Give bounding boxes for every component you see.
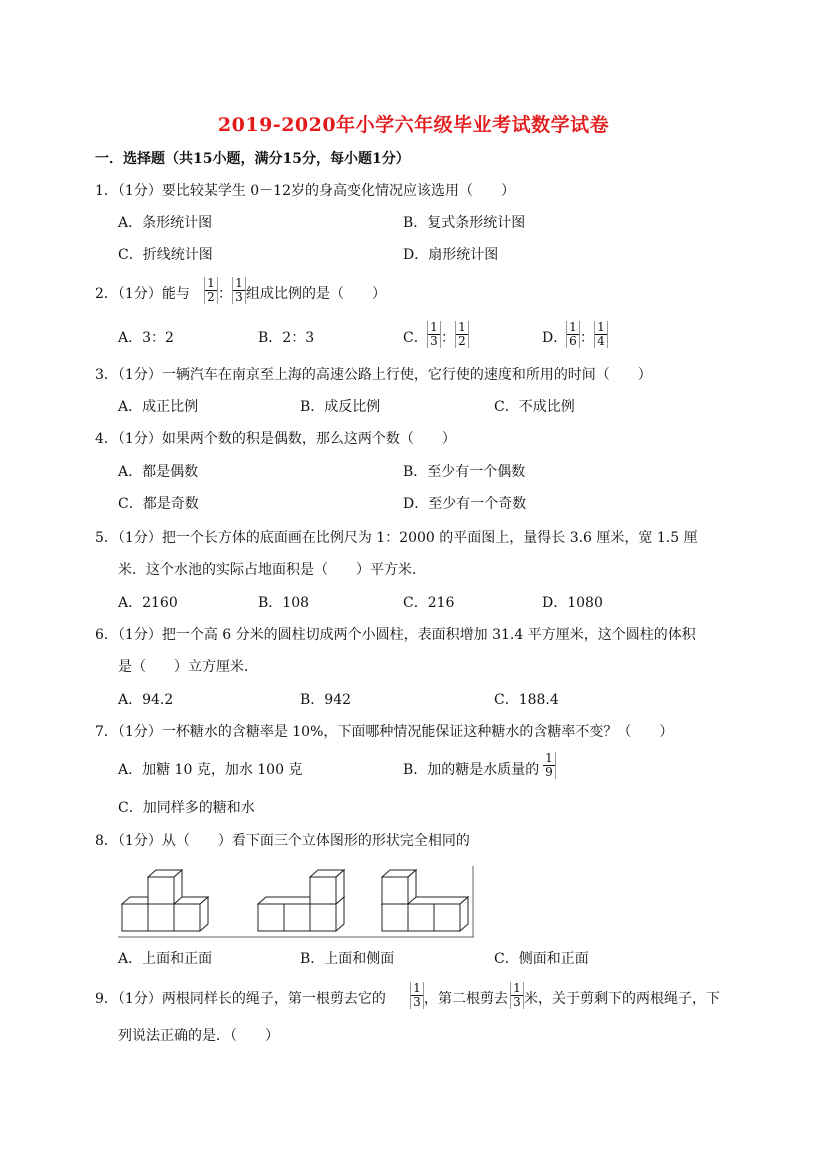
q5-option-a[interactable]: A．2160 xyxy=(118,595,178,611)
question-4: 4．（1分）如果两个数的积是偶数，那么这两个数（ ） xyxy=(95,431,456,447)
question-9-prefix: 9．（1分）两根同样长的绳子，第一根剪去它的 xyxy=(95,991,386,1007)
fraction: $\frac{1}{6}$ xyxy=(566,321,580,348)
q2-option-c[interactable]: C． xyxy=(403,330,428,346)
q1-option-b[interactable]: B．复式条形统计图 xyxy=(403,215,526,231)
ratio-colon: ： xyxy=(218,286,232,302)
question-2-prefix: 2．（1分）能与 xyxy=(95,286,190,302)
q7-option-a[interactable]: A．加糖 10 克，加水 100 克 xyxy=(118,762,303,778)
q6-option-a[interactable]: A．94.2 xyxy=(118,692,174,708)
fraction: $\frac{1}{3}$ xyxy=(427,321,441,348)
q6-option-c[interactable]: C．188.4 xyxy=(494,692,559,708)
fraction: $\frac{1}{3}$ xyxy=(232,277,246,304)
q8-option-b[interactable]: B．上面和侧面 xyxy=(300,951,395,967)
question-6-line-2: 是（ ）立方厘米． xyxy=(118,659,258,675)
q1-option-a[interactable]: A．条形统计图 xyxy=(118,215,213,231)
question-5-line-1: 5．（1分）把一个长方体的底面画在比例尺为 1：2000 的平面图上，量得长 3.6 厘米，宽 1.5 厘 xyxy=(95,530,698,546)
q7-option-b[interactable]: B．加的糖是水质量的 xyxy=(403,762,540,778)
question-5-line-2: 米．这个水池的实际占地面积是（ ）平方米． xyxy=(118,562,426,578)
q4-option-d[interactable]: D．至少有一个奇数 xyxy=(403,496,527,512)
q5-option-d[interactable]: D．1080 xyxy=(542,595,603,611)
question-3: 3．（1分）一辆汽车在南京至上海的高速公路上行使，它行使的速度和所用的时间（ ） xyxy=(95,367,652,383)
ratio-colon: ： xyxy=(580,330,594,346)
q1-option-c[interactable]: C．折线统计图 xyxy=(118,247,213,263)
question-1: 1．（1分）要比较某学生 0－12岁的身高变化情况应该选用（ ） xyxy=(95,183,515,199)
q4-option-b[interactable]: B．至少有一个偶数 xyxy=(403,464,526,480)
page-title: 2019-2020年小学六年级毕业考试数学试卷 xyxy=(217,114,610,136)
q2-option-b[interactable]: B．2：3 xyxy=(258,330,315,346)
q4-option-c[interactable]: C．都是奇数 xyxy=(118,496,199,512)
cube-figure-1 xyxy=(122,870,208,931)
question-8: 8．（1分）从（ ）看下面三个立体图形的形状完全相同的 xyxy=(95,833,470,849)
ratio-colon: ： xyxy=(441,330,455,346)
question-6-line-1: 6．（1分）把一个高 6 分米的圆柱切成两个小圆柱，表面积增加 31.4 平方厘米，这个圆柱的体积 xyxy=(95,627,696,643)
question-7: 7．（1分）一杯糖水的含糖率是 10%，下面哪种情况能保证这种糖水的含糖率不变？（ ） xyxy=(95,724,674,740)
fraction: $\frac{1}{4}$ xyxy=(594,321,608,348)
question-9-line-2: 列说法正确的是．（ ） xyxy=(118,1028,279,1044)
q5-option-b[interactable]: B．108 xyxy=(258,595,310,611)
q6-option-b[interactable]: B．942 xyxy=(300,692,352,708)
cube-figures xyxy=(118,866,474,938)
q5-option-c[interactable]: C．216 xyxy=(403,595,455,611)
cube-figure-2 xyxy=(258,870,344,931)
q8-option-c[interactable]: C．侧面和正面 xyxy=(494,951,589,967)
q2-option-d[interactable]: D． xyxy=(542,330,568,346)
fraction: $\frac{1}{2}$ xyxy=(455,321,469,348)
q8-option-a[interactable]: A．上面和正面 xyxy=(118,951,213,967)
fraction: $\frac{1}{3}$ xyxy=(410,982,424,1009)
q1-option-d[interactable]: D．扇形统计图 xyxy=(403,247,499,263)
fraction: $\frac{1}{2}$ xyxy=(204,277,218,304)
q3-option-a[interactable]: A．成正比例 xyxy=(118,399,199,415)
q2-option-a[interactable]: A．3：2 xyxy=(118,330,174,346)
section-heading: 一．选择题（共15小题，满分15分，每小题1分） xyxy=(95,151,410,167)
fraction: $\frac{1}{3}$ xyxy=(510,982,524,1009)
q7-option-c[interactable]: C．加同样多的糖和水 xyxy=(118,800,255,816)
fraction: $\frac{1}{9}$ xyxy=(543,752,556,779)
question-9-middle: ，第二根剪去 xyxy=(424,991,508,1007)
q4-option-a[interactable]: A．都是偶数 xyxy=(118,464,199,480)
q3-option-c[interactable]: C．不成比例 xyxy=(494,399,575,415)
question-9-suffix: 米，关于剪剩下的两根绳子，下 xyxy=(524,991,720,1007)
question-2-suffix: 组成比例的是（ ） xyxy=(246,286,386,302)
q3-option-b[interactable]: B．成反比例 xyxy=(300,399,381,415)
cube-figure-3 xyxy=(382,870,468,931)
